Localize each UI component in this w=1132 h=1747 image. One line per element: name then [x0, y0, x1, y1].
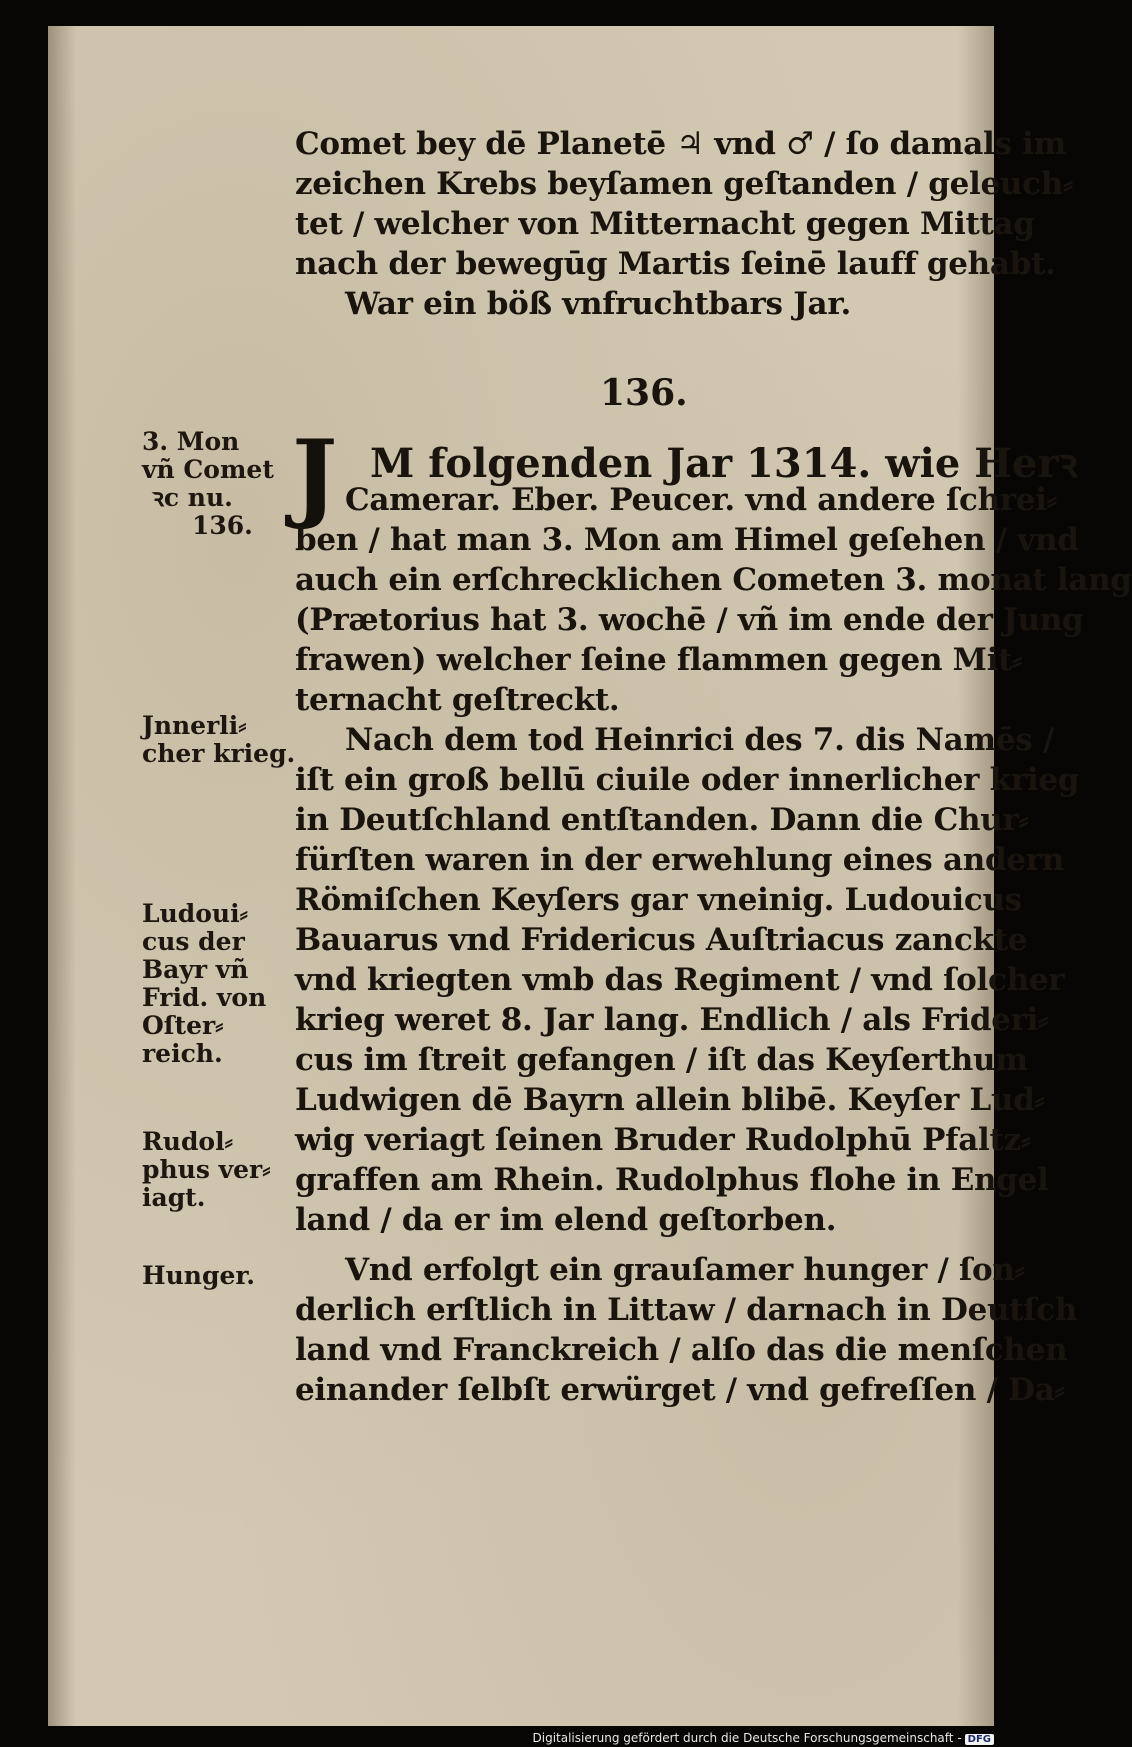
text-line: Ludwigen dē Bayrn allein blibē. Keyſer Lud⸗ [295, 1082, 1045, 1118]
text-line: derlich erſtlich in Littaw / darnach in Deutſch [295, 1292, 1078, 1328]
text-line: Nach dem tod Heinrici des 7. dis Namēs / [345, 722, 1054, 758]
section-first-line: M folgenden Jar 1314. wie Herꝛ [370, 440, 1078, 487]
text-line: frawen) welcher ſeine flammen gegen Mit⸗ [295, 642, 1023, 678]
text-line: zeichen Krebs beyſamen geſtanden / geleuch⸗ [295, 166, 1073, 202]
margin-note-line: Ludoui⸗ [142, 899, 248, 928]
margin-note-line: Oſter⸗ [142, 1011, 224, 1040]
text-line: krieg weret 8. Jar lang. Endlich / als Frideri⸗ [295, 1002, 1049, 1038]
text-line: graffen am Rhein. Rudolphus flohe in Engel [295, 1162, 1049, 1198]
text-line: War ein böß vnfruchtbars Jar. [345, 286, 852, 322]
margin-note-line: Rudol⸗ [142, 1127, 233, 1156]
text-line: Bauarus vnd Fridericus Auſtriacus zanckte [295, 922, 1028, 958]
margin-note-line: Bayr vñ [142, 955, 249, 984]
margin-note-line: Frid. von [142, 983, 267, 1012]
margin-note-ludouicus [142, 900, 292, 1068]
text-line: ben / hat man 3. Mon am Himel geſehen / vnd [295, 522, 1079, 558]
text-line: land vnd Franckreich / alſo das die menſchen [295, 1332, 1068, 1368]
margin-note-innerlicher-krieg [142, 711, 296, 768]
text-line: in Deutſchland entſtanden. Dann die Chur⸗ [295, 802, 1029, 838]
footer-text: Digitalisierung gefördert durch die Deutsche Forschungsgemeinschaft - [532, 1731, 962, 1745]
margin-note-line: cher krieg. [142, 739, 296, 768]
margin-note-line: reich. [142, 1039, 223, 1068]
text-line: fürſten waren in der erwehlung eines andern [295, 842, 1065, 878]
margin-note-line: Jnnerli⸗ [142, 711, 247, 740]
text-line: nach der bewegūg Martis ſeinē lauff gehabt. [295, 246, 1056, 282]
margin-note-mon-comet [142, 428, 292, 540]
dfg-logo: DFG [965, 1734, 994, 1745]
margin-note-line: vñ Comet [142, 455, 274, 484]
text-line: vnd kriegten vmb das Regiment / vnd ſolcher [295, 962, 1065, 998]
margin-note-line: ꝛc nu. [152, 483, 233, 512]
text-line: land / da er im elend geſtorben. [295, 1202, 837, 1238]
text-line: cus im ſtreit gefangen / iſt das Keyſerthum [295, 1042, 1028, 1078]
text-line: iſt ein groß bellū ciuile oder innerlicher krieg [295, 762, 1080, 798]
text-line: auch ein erſchrecklichen Cometen 3. monat lang [295, 562, 1132, 598]
footer-credit [533, 1731, 995, 1745]
text-line: Vnd erfolgt ein grauſamer hunger / ſon⸗ [345, 1252, 1025, 1288]
text-line: (Prætorius hat 3. wochē / vñ im ende der Jung [295, 602, 1084, 638]
text-line: tet / welcher von Mitternacht gegen Mittag [295, 206, 1035, 242]
text-line: Comet bey dē Planetē ♃ vnd ♂ / ſo damals im [295, 126, 1067, 162]
margin-note-line: iagt. [142, 1183, 206, 1212]
text-line: einander ſelbſt erwürget / vnd gefreſſen / Da⸗ [295, 1372, 1065, 1408]
text-line: Camerar. Eber. Peucer. vnd andere ſchrei⸗ [345, 482, 1057, 518]
margin-note-line: 136. [192, 511, 253, 540]
text-line: Römiſchen Keyſers gar vneinig. Ludouicus [295, 882, 1022, 918]
text-line: wig veriagt ſeinen Bruder Rudolphū Pfaltz⸗ [295, 1122, 1031, 1158]
margin-note-line: 3. Mon [142, 427, 240, 456]
margin-note-line: phus ver⸗ [142, 1155, 271, 1184]
section-number: 136. [600, 372, 688, 414]
margin-note-line: Hunger. [142, 1261, 255, 1290]
margin-note-line: cus der [142, 927, 245, 956]
text-line: ternacht geſtreckt. [295, 682, 620, 718]
drop-cap: J [292, 419, 338, 532]
margin-note-hunger [142, 1262, 292, 1290]
margin-note-rudolphus [142, 1128, 292, 1212]
